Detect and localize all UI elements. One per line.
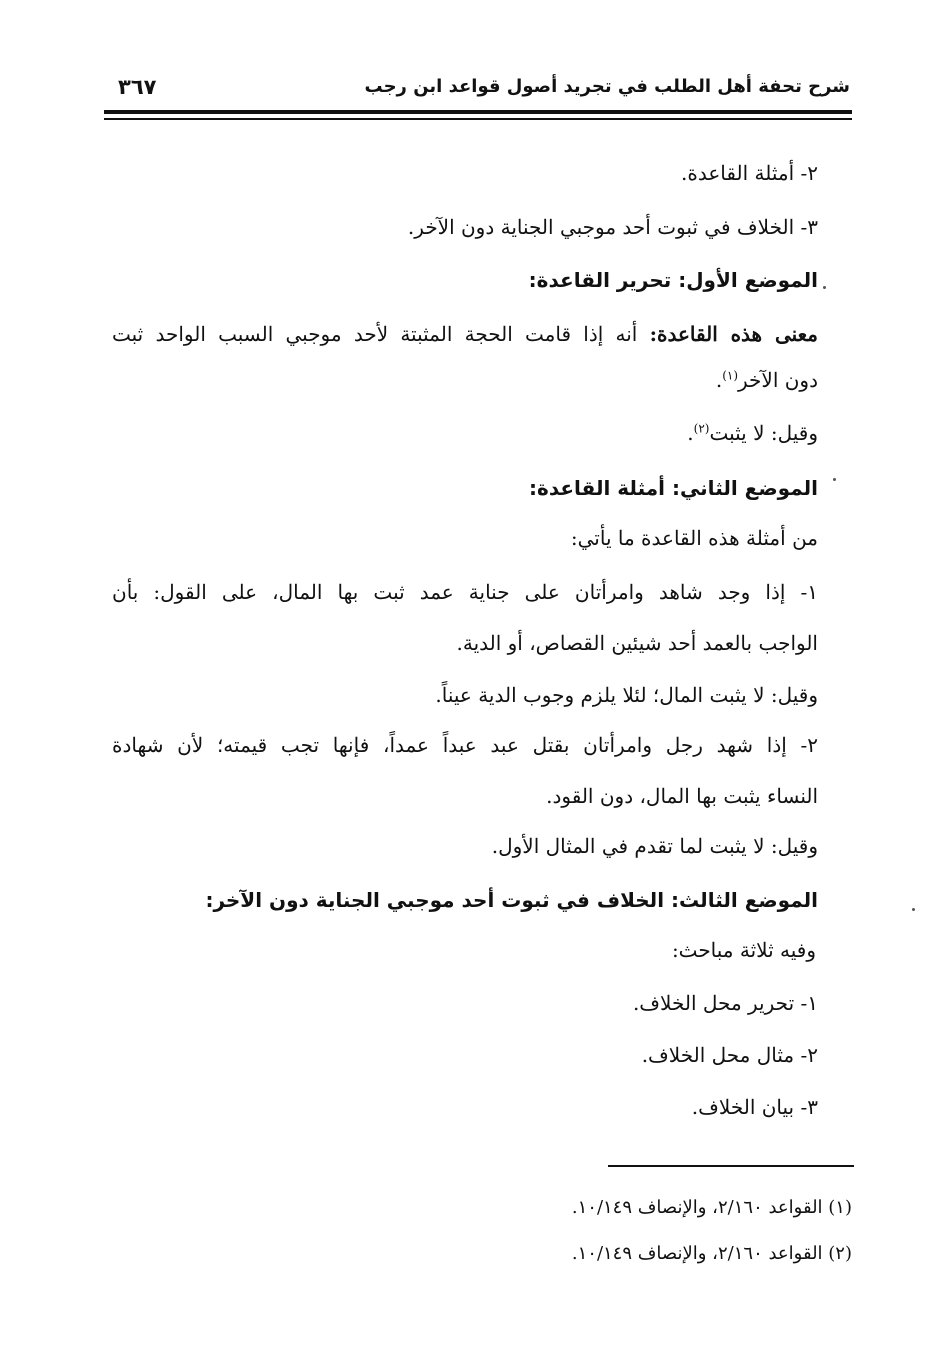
margin-mark <box>912 908 915 911</box>
example-1-opinion: وقيل: لا يثبت المال؛ لئلا يلزم وجوب الدية عيناً. <box>435 683 818 707</box>
example-1-line-2: الواجب بالعمد أحد شيئين القصاص، أو الدية. <box>456 631 818 655</box>
footnote-2: (٢) القواعد ٢/١٦٠، والإنصاف ١٠/١٤٩. <box>571 1243 852 1264</box>
list-item-disagreement: ٣- الخلاف في ثبوت أحد موجبي الجناية دون الآخر. <box>407 215 818 239</box>
footnote-ref-2: (٢) <box>693 421 710 436</box>
meaning-lead: معنى هذه القاعدة: <box>649 322 819 346</box>
section-heading-2: الموضع الثاني: أمثلة القاعدة: <box>529 476 818 500</box>
margin-mark <box>833 478 836 481</box>
footnote-ref-1: (١) <box>722 368 739 383</box>
header-rule-thick <box>104 110 852 114</box>
opinion-line-1 <box>687 416 818 450</box>
section-heading-3: الموضع الثالث: الخلاف في ثبوت أحد موجبي الجناية دون الآخر: <box>205 888 818 912</box>
opinion-text: وقيل: لا يثبت <box>709 421 818 445</box>
mabhath-item-1: ١- تحرير محل الخلاف. <box>632 991 818 1015</box>
section-heading-1: الموضع الأول: تحرير القاعدة: <box>528 268 818 292</box>
footnote-separator <box>608 1165 854 1167</box>
footnote-1: (١) القواعد ٢/١٦٠، والإنصاف ١٠/١٤٩. <box>571 1197 852 1218</box>
running-title: شرح تحفة أهل الطلب في تجريد أصول قواعد ابن رجب <box>364 76 850 97</box>
meaning-continuation: دون الآخر <box>738 368 818 392</box>
example-2-line-2: النساء يثبت بها المال، دون القود. <box>546 784 818 808</box>
examples-intro: من أمثلة هذه القاعدة ما يأتي: <box>570 526 818 550</box>
mabahith-intro: وفيه ثلاثة مباحث: <box>671 938 816 962</box>
period: . <box>715 368 723 392</box>
header-rule-thin <box>104 118 852 120</box>
list-item-examples: ٢- أمثلة القاعدة. <box>681 161 818 185</box>
meaning-paragraph-line-1 <box>112 317 818 351</box>
period: . <box>687 421 694 445</box>
example-2-line-1: ٢- إذا شهد رجل وامرأتان بقتل عبد عبداً عمداً، فإنها تجب قيمته؛ لأن شهادة <box>112 733 819 757</box>
page-number: ٣٦٧ <box>118 75 157 99</box>
margin-mark <box>823 286 826 289</box>
mabhath-item-2: ٢- مثال محل الخلاف. <box>641 1043 818 1067</box>
example-2-opinion: وقيل: لا يثبت لما تقدم في المثال الأول. <box>491 834 818 858</box>
example-1-line-1: ١- إذا وجد شاهد وامرأتان على جناية عمد ثبت بها المال، على القول: بأن <box>112 580 818 604</box>
mabhath-item-3: ٣- بيان الخلاف. <box>691 1095 818 1119</box>
meaning-paragraph-line-2 <box>716 363 818 397</box>
meaning-text: أنه إذا قامت الحجة المثبتة لأحد موجبي السبب الواحد ثبت <box>112 322 638 346</box>
page-header <box>104 72 850 108</box>
